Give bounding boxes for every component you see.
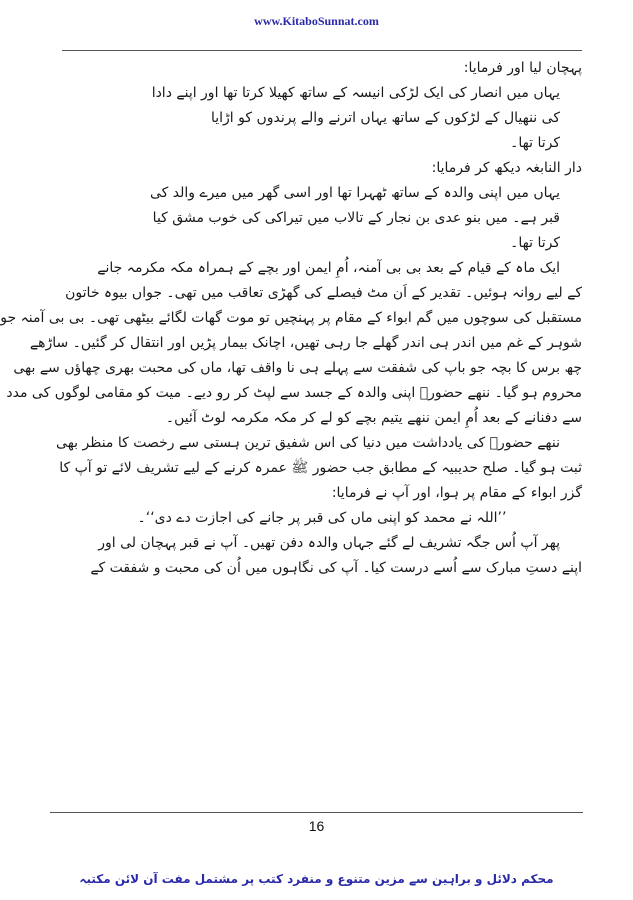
body-line-6: یہاں میں اپنی والدہ کے ساتھ ٹھہرا تھا اور اسی گھر میں میرے والد کی (149, 185, 560, 201)
page-number: 16 (308, 818, 325, 834)
body-line-5: دار النابغہ دیکھ کر فرمایا: (431, 160, 582, 176)
body-line-20: پھر آپ اُس جگہ تشریف لے گئے جہاں والدہ دفن تھیں۔ آپ نے قبر پہچان لی اور (98, 535, 560, 551)
body-line-14: محروم ہو گیا۔ ننھے حضورؐ اپنی والدہ کے جسد سے لپٹ کر رو دیے۔ میت کو مقامی لوگوں کی مدد (6, 385, 582, 401)
header-url[interactable]: www.KitaboSunnat.com (254, 14, 379, 28)
body-line-9: ایک ماہ کے قیام کے بعد بی بی آمنہ، اُمِ ایمن اور بچے کے ہمراہ مکہ مکرمہ جانے (97, 260, 560, 276)
top-divider (62, 50, 582, 51)
body-line-11: مستقبل کی سوچوں میں گم ابواء کے مقام پر پہنچیں تو موت گھات لگائے بیٹھی تھی۔ بی بی آمنہ جو (0, 310, 582, 326)
body-line-8: کرتا تھا۔ (510, 235, 560, 251)
body-line-13: چھ برس کا بچہ جو باپ کی شفقت سے پہلے ہی نا واقف تھا، ماں کی محبت بھری چھاؤں سے بھی (13, 360, 582, 376)
body-line-4: کرتا تھا۔ (510, 135, 560, 151)
body-line-15: سے دفنانے کے بعد اُمِ ایمن ننھے یتیم بچے کو لے کر مکہ مکرمہ لوٹ آئیں۔ (165, 410, 582, 426)
body-line-12: شوہر کے غم میں اندر ہی اندر گھلے جا رہی تھیں، اچانک بیمار پڑیں اور انتقال کر گئیں۔ ساڑھے (29, 335, 582, 351)
body-line-1: پہچان لیا اور فرمایا: (463, 60, 582, 76)
footer-text: محکم دلائل و براہین سے مزین متنوع و منفرد کتب پر مشتمل مفت آن لائن مکتبہ (79, 872, 554, 886)
bottom-divider (50, 812, 583, 813)
body-line-16: ننھے حضورؐ کی یادداشت میں دنیا کی اس شفیق ترین ہستی سے رخصت کا منظر بھی (56, 435, 560, 451)
body-line-21: اپنے دستِ مبارک سے اُسے درست کیا۔ آپ کی نگاہوں میں اُن کی محبت و شفقت کے (90, 560, 582, 576)
quote-line: ’’اللہ نے محمد کو اپنی ماں کی قبر پر جانے کی اجازت دے دی‘‘۔ (137, 510, 507, 526)
body-line-3: کی ننھیال کے لڑکوں کے ساتھ یہاں اترنے والے پرندوں کو اڑایا (210, 110, 560, 126)
page-body (0, 56, 582, 581)
body-line-7: قبر ہے۔ میں بنو عدی بن نجار کے تالاب میں تیراکی کی خوب مشق کیا (152, 210, 560, 226)
body-line-2: یہاں میں انصار کی ایک لڑکی انیسہ کے ساتھ کھیلا کرتا تھا اور اپنے دادا (151, 85, 560, 101)
body-line-17: ثبت ہو گیا۔ صلح حدیبیہ کے مطابق جب حضور ﷺ عمرہ کرنے کے لیے تشریف لائے تو آپ کا (59, 460, 582, 476)
body-line-10: کے لیے روانہ ہوئیں۔ تقدیر کے اَن مٹ فیصلے کی گھڑی تعاقب میں تھی۔ جواں بیوہ خاتون (65, 285, 582, 301)
body-line-18: گزر ابواء کے مقام پر ہوا، اور آپ نے فرمایا: (331, 485, 582, 501)
